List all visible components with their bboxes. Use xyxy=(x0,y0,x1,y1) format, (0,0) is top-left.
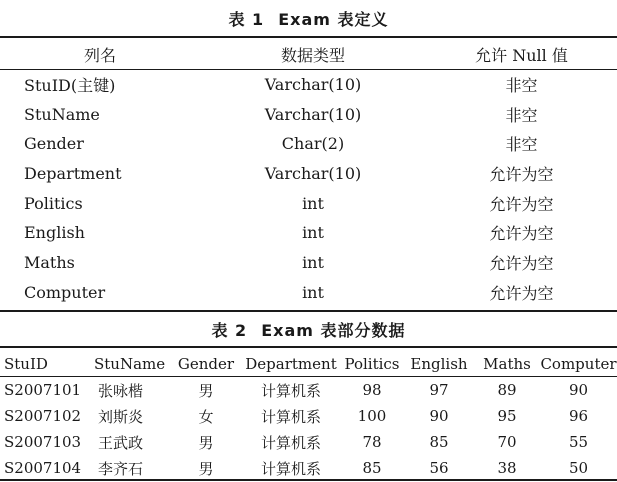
table2-cell: 计算机系 xyxy=(260,381,321,400)
table2-header-cell: Maths xyxy=(483,355,531,373)
table1-header-cell: 数据类型 xyxy=(280,46,345,66)
table2-cell: 55 xyxy=(568,433,589,451)
table1-cell: 允许为空 xyxy=(489,224,554,244)
table1-header-cell: 列名 xyxy=(83,46,116,66)
table1-cell: 非空 xyxy=(505,135,538,155)
table2-header-cell: Computer xyxy=(540,355,617,373)
table1-cell: Computer xyxy=(24,282,106,302)
table-row xyxy=(0,377,617,403)
table1-header-cell: 允许 Null 值 xyxy=(475,46,568,66)
table1-cell: int xyxy=(302,223,324,243)
table2-cell: 男 xyxy=(198,381,214,400)
table2-cell: 李齐石 xyxy=(98,459,144,478)
table2-cell: 56 xyxy=(429,459,449,477)
table2-header-cell: Gender xyxy=(177,355,235,373)
table2-header-divider xyxy=(0,376,617,377)
table1-cell: Department xyxy=(24,164,122,184)
table2-cell: 50 xyxy=(568,459,589,477)
table1-cell: Varchar(10) xyxy=(264,75,362,95)
table2-header-cell: StuID xyxy=(4,355,48,373)
table-row xyxy=(0,70,617,100)
table2-header-cell: Politics xyxy=(344,355,400,373)
table2-cell: 85 xyxy=(429,433,449,451)
table1-cell: 非空 xyxy=(505,76,538,96)
table2-header-row xyxy=(0,351,617,377)
table1-cell: 允许为空 xyxy=(489,194,554,214)
table2-cell: S2007104 xyxy=(4,459,82,477)
table2-cell: 95 xyxy=(497,407,517,425)
table2-cell: 96 xyxy=(568,407,589,425)
table1 xyxy=(0,40,617,307)
table1-cell: 允许为空 xyxy=(489,165,554,185)
table-row xyxy=(0,129,617,159)
table1-cell: Char(2) xyxy=(281,134,345,154)
table1-cell: Varchar(10) xyxy=(264,104,362,124)
table2-cell: 38 xyxy=(497,459,517,477)
table1-header-row xyxy=(0,40,617,70)
table2-cell: 计算机系 xyxy=(260,459,321,478)
table-row xyxy=(0,99,617,129)
table2-header-cell: English xyxy=(410,355,468,373)
table2-cell: 王武政 xyxy=(98,433,144,452)
table1-cell: 允许为空 xyxy=(489,283,554,303)
table1-cell: English xyxy=(24,223,85,243)
table2-cell: 计算机系 xyxy=(260,433,321,452)
table-row xyxy=(0,248,617,278)
table-row xyxy=(0,455,617,481)
table1-cell: Maths xyxy=(24,253,75,273)
table2-caption-title: Exam 表部分数据 xyxy=(261,321,406,340)
table1-bottom-rule xyxy=(0,310,617,312)
table-row xyxy=(0,429,617,455)
table-row xyxy=(0,403,617,429)
table1-cell: int xyxy=(302,253,324,273)
table2-cell: 85 xyxy=(362,459,382,477)
table1-top-rule xyxy=(0,36,617,38)
table2-caption-number: 表 2 xyxy=(211,321,248,340)
table1-cell: Politics xyxy=(24,193,83,213)
table2-cell: 女 xyxy=(198,407,214,426)
table1-caption-title: Exam 表定义 xyxy=(278,10,389,29)
table2-cell: 78 xyxy=(362,433,382,451)
table2-cell: 97 xyxy=(429,381,449,399)
table1-cell: int xyxy=(302,193,324,213)
table2-top-rule xyxy=(0,346,617,348)
table1-cell: StuID(主键) xyxy=(24,76,116,96)
table1-cell: 非空 xyxy=(505,105,538,125)
table1-cell: Varchar(10) xyxy=(264,164,362,184)
table2-cell: 98 xyxy=(362,381,382,399)
table2-cell: 90 xyxy=(568,381,589,399)
table2 xyxy=(0,351,617,481)
table-row xyxy=(0,218,617,248)
table1-cell: Gender xyxy=(24,134,84,154)
table2-cell: 100 xyxy=(357,407,387,425)
table2-bottom-rule xyxy=(0,479,617,481)
table2-cell: 70 xyxy=(497,433,517,451)
table2-cell: 90 xyxy=(429,407,449,425)
table2-cell: 张咏楷 xyxy=(98,381,144,400)
table2-cell: 男 xyxy=(198,433,214,452)
table1-header-divider xyxy=(0,69,617,70)
table1-caption-number: 表 1 xyxy=(228,10,265,29)
table2-cell: 刘斯炎 xyxy=(98,407,144,426)
table2-cell: S2007102 xyxy=(4,407,82,425)
table2-cell: 89 xyxy=(497,381,517,399)
table2-header-cell: Department xyxy=(245,355,337,373)
table2-cell: S2007103 xyxy=(4,433,82,451)
table2-cell: S2007101 xyxy=(4,381,82,399)
table1-cell: int xyxy=(302,282,324,302)
table2-cell: 男 xyxy=(198,459,214,478)
table-row xyxy=(0,278,617,308)
table-row xyxy=(0,188,617,218)
table2-header-cell: StuName xyxy=(94,355,166,373)
table1-cell: 允许为空 xyxy=(489,254,554,274)
table1-cell: StuName xyxy=(24,104,100,124)
table-row xyxy=(0,159,617,189)
table2-caption xyxy=(0,318,617,341)
table2-cell: 计算机系 xyxy=(260,407,321,426)
table1-caption xyxy=(0,7,617,30)
